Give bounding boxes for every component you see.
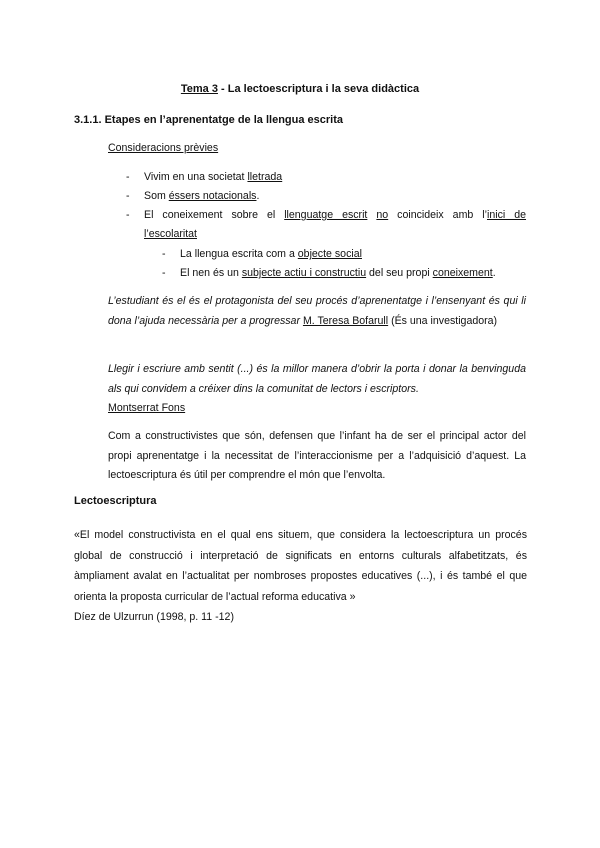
bullet-underlined: coneixement xyxy=(432,267,493,279)
quote-author: Montserrat Fons xyxy=(108,402,186,414)
quote-author: M. Teresa Bofarull xyxy=(302,314,389,327)
bullet-text: Som xyxy=(144,190,169,202)
bullet-underlined: llenguatge escrit xyxy=(284,209,368,221)
quote-note: (És una investigadora) xyxy=(388,314,498,327)
page-title xyxy=(0,83,600,95)
bullet-text: . xyxy=(256,190,260,202)
bullet-dash: - xyxy=(126,171,130,183)
topic-title: - La lectoescriptura i la seva didàctica xyxy=(217,83,420,95)
body-paragraph: Com a constructivistes que són, defensen que l’infant ha de ser el principal actor del propi aprenentatge i la necessitat de l’interaccionisme per a l’adquisició d’aquest. La lectoescriptura és útil per comprendre el món que l’envolta. xyxy=(108,430,526,481)
quote-text: Llegir i escriure amb sentit (...) és la millor manera d’obrir la porta i donar la benvinguda als qui convidem a créixer dins la comunitat de lectors i escriptors. xyxy=(108,363,526,395)
bullet-dash: - xyxy=(162,248,166,260)
bullet-underlined: objecte social xyxy=(297,248,362,260)
bullet-underlined: inici de xyxy=(486,209,527,221)
bullet-underlined: lletrada xyxy=(247,171,283,183)
bullet-text: coincideix amb l’ xyxy=(388,209,487,221)
bullet-text: El coneixement sobre el xyxy=(144,209,285,221)
bullet-text: del seu propi xyxy=(366,267,433,279)
considerations-heading: Consideracions prèvies xyxy=(108,142,219,154)
bullet-underlined: éssers notacionals xyxy=(168,190,257,202)
bullet-text: La llengua escrita com a xyxy=(180,248,298,260)
bullet-text: . xyxy=(492,267,496,279)
bullet-dash: - xyxy=(126,190,130,202)
bullet-underlined: subjecte actiu i constructiu xyxy=(241,267,367,279)
quote-paragraph xyxy=(108,360,526,419)
topic-number: Tema 3 xyxy=(180,83,218,95)
bullet-dash: - xyxy=(162,267,166,279)
body-paragraph: «El model constructivista en el qual ens situem, que considera la lectoescriptura un procés global de construcció i interpretació de significats en entorns culturals alfabetitzats, és àmpliament avalat en l’actualitat per nombroses propostes educatives (...), i és també el que orienta la proposta curricular de l’actual reforma educativa » xyxy=(74,529,527,603)
bullet-text: Vivim en una societat xyxy=(144,171,248,183)
bullet-underlined: l’escolaritat xyxy=(144,228,197,240)
bullet-underlined: no xyxy=(376,209,389,221)
quote-paragraph xyxy=(108,292,526,331)
bullet-text: El nen és un xyxy=(180,267,242,279)
quote-text: L’estudiant és el és el protagonista del seu procés d’aprenentatge i l’ensenyant és qui li dona l’ajuda necessària per a progressar xyxy=(108,295,526,327)
subsection-heading: Lectoescriptura xyxy=(74,495,157,507)
section-heading: 3.1.1. Etapes en l’aprenentatge de la llengua escrita xyxy=(74,114,343,126)
citation: Díez de Ulzurrun (1998, p. 11 -12) xyxy=(74,611,234,623)
bullet-dash: - xyxy=(126,209,130,221)
